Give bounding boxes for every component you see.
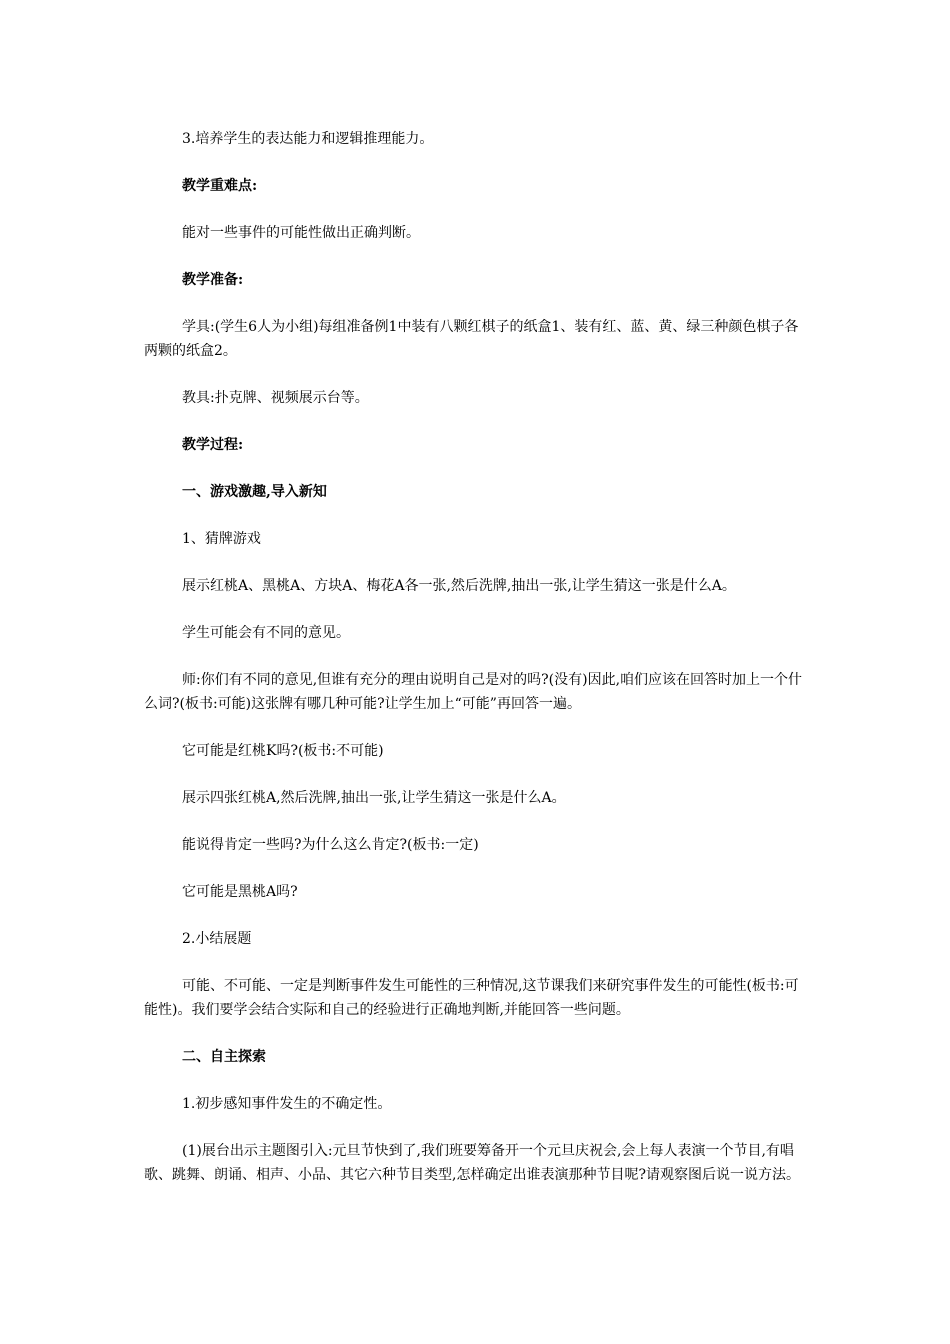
- heading-process: 教学过程:: [182, 437, 244, 453]
- heading-key-points: 教学重难点:: [182, 178, 258, 194]
- student-opinions: 学生可能会有不同的意见。: [182, 625, 350, 641]
- card-game-desc: 展示红桃A、黑桃A、方块A、梅花A各一张,然后洗牌,抽出一张,让学生猜这一张是什么A。: [182, 578, 736, 594]
- step-summary: 2.小结展题: [182, 931, 252, 947]
- heading-preparation: 教学准备:: [182, 272, 244, 288]
- student-materials: 学具:(学生6人为小组)每组准备例1中装有八颗红棋子的纸盒1、装有红、蓝、黄、绿三种颜色棋子各两颗的纸盒2。: [144, 319, 799, 359]
- question-certain: 能说得肯定一些吗?为什么这么肯定?(板书:一定): [182, 837, 479, 853]
- key-points-text: 能对一些事件的可能性做出正确判断。: [182, 225, 420, 241]
- objective-3: 3.培养学生的表达能力和逻辑推理能力。: [182, 131, 434, 147]
- summary-text: 可能、不可能、一定是判断事件发生可能性的三种情况,这节课我们来研究事件发生的可能性(板书:可能性)。我们要学会结合实际和自己的经验进行正确地判断,并能回答一些问题。: [144, 978, 799, 1018]
- question-spade-a: 它可能是黑桃A吗?: [182, 884, 298, 900]
- theme-intro: (1)展台出示主题图引入:元旦节快到了,我们班要筹备开一个元旦庆祝会,会上每人表演一个节目,有唱歌、跳舞、朗诵、相声、小品、其它六种节目类型,怎样确定出谁表演那种节目呢?请观察图后说一说方法。: [144, 1143, 800, 1183]
- section-1-heading: 一、游戏激趣,导入新知: [182, 484, 327, 500]
- four-hearts-desc: 展示四张红桃A,然后洗牌,抽出一张,让学生猜这一张是什么A。: [182, 790, 566, 806]
- step-uncertainty: 1.初步感知事件发生的不确定性。: [182, 1096, 392, 1112]
- teacher-materials: 教具:扑克牌、视频展示台等。: [182, 390, 369, 406]
- question-heart-k: 它可能是红桃K吗?(板书:不可能): [182, 743, 384, 759]
- teacher-dialog-1: 师:你们有不同的意见,但谁有充分的理由说明自己是对的吗?(没有)因此,咱们应该在回答时加上一个什么词?(板书:可能)这张牌有哪几种可能?让学生加上“可能”再回答一遍。: [144, 672, 803, 712]
- section-2-heading: 二、自主探索: [182, 1049, 266, 1065]
- step-card-game: 1、猜牌游戏: [182, 531, 261, 547]
